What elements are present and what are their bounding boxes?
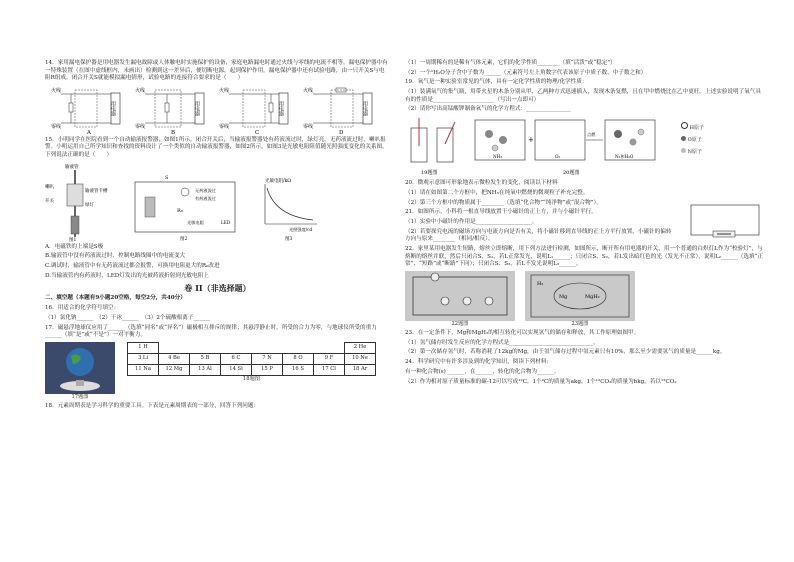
legend-n: N原子 bbox=[681, 148, 704, 156]
f1-label-led: 绿灯 bbox=[85, 202, 94, 208]
q14-figure-d bbox=[303, 85, 381, 135]
table-cell bbox=[159, 342, 345, 353]
q14-figure-c bbox=[219, 85, 297, 135]
caption-19: 19题图 bbox=[421, 170, 438, 177]
f2-label-r0: R₀ bbox=[177, 207, 183, 214]
table-row bbox=[128, 353, 376, 364]
f1-label-tube: 输液管 bbox=[65, 164, 79, 170]
question-24: 24．科学研究中有许多涉及到的化学知识，阅读下列材料： bbox=[405, 359, 552, 366]
table-cell: 17 Cl bbox=[314, 364, 345, 375]
f2-label-flow: 有药液流过 bbox=[195, 195, 216, 201]
q15-figure-2 bbox=[125, 162, 245, 242]
table-cell: 12 Mg bbox=[159, 364, 190, 375]
option-label: D bbox=[339, 129, 344, 135]
table-row bbox=[128, 342, 376, 353]
fire-label: 火线 bbox=[219, 87, 230, 94]
caption-17: 17题图 bbox=[71, 393, 89, 400]
figure-22 bbox=[405, 271, 515, 321]
table-cell: 15 P bbox=[252, 364, 283, 375]
q15-figures bbox=[45, 162, 390, 242]
caption-20: 20题图 bbox=[563, 170, 580, 177]
q15-option-d: D.当输液管内有药液时，LED灯发出的光被药液折射到光敏电阻上 bbox=[45, 272, 209, 279]
fire-label: 火线 bbox=[303, 87, 314, 94]
q17-figure bbox=[45, 342, 115, 401]
f1-label-switch: 开关 bbox=[45, 198, 54, 204]
table-cell: 4 Be bbox=[159, 353, 190, 364]
left-column bbox=[45, 60, 390, 413]
section-title: 卷 II（非选择题） bbox=[184, 282, 251, 293]
zero-label: 零线 bbox=[219, 123, 230, 130]
option-label: A bbox=[87, 129, 91, 135]
device-label: 用电器 bbox=[194, 100, 200, 116]
option-label: B bbox=[171, 129, 176, 135]
q24-item-2: （2）作为相对原子质量标准的碳-12可以写成¹²C，1个²C的质量为akg，1个¹²CO₂的质量为bkg，若以¹²CO₂ bbox=[405, 378, 677, 385]
fig20-label-o2: O₂ bbox=[555, 154, 561, 160]
device-label: 用电器 bbox=[362, 100, 368, 116]
caption-fig1: 图1 bbox=[69, 237, 77, 242]
legend-h: H原子 bbox=[681, 122, 704, 132]
zero-label: 零线 bbox=[51, 123, 62, 130]
figure-21 bbox=[685, 201, 765, 247]
table-cell: 2 He bbox=[345, 342, 376, 353]
question-15: 15．小明同学在医院看到一个自动输液报警器，如图1所示。闭合开关后，当输液报警器处有药液流过时，绿灯亮，无药液流过时，喇叭报警。小明运用自己所学知识和查找的资料设计了一个类似的自动输液报警器，如图2所示。如图3是光敏电阻阻值随光照强度变化的关系图，下列说法正确的是（ ） bbox=[45, 136, 388, 158]
question-18: 18．元素周期表是学习科学的重要工具。下表是元素周期表的一部分，回答下列问题： bbox=[45, 402, 260, 409]
q14-figure-a bbox=[51, 85, 129, 135]
table-cell: 18 Ar bbox=[345, 364, 376, 375]
table-cell: 6 C bbox=[221, 353, 252, 364]
q21-block bbox=[405, 209, 765, 244]
f1-label-speaker: 喇叭 bbox=[45, 184, 54, 190]
table-cell: 3 Li bbox=[128, 353, 159, 364]
zero-label: 零线 bbox=[135, 123, 146, 130]
question-20: 20．微观示意图可形象地表示微粒发生的变化，阅读以下材料 bbox=[405, 180, 558, 187]
table-cell: 5 B bbox=[190, 353, 221, 364]
table-cell: 7 N bbox=[252, 353, 283, 364]
option-label: C bbox=[255, 129, 260, 135]
f3-title: 光敏电阻/kΩ bbox=[265, 178, 291, 184]
globe-image bbox=[45, 342, 115, 394]
caption-22: 22题图 bbox=[451, 321, 469, 327]
question-21: 21．如图所示，小科将一根直导线放置于小磁针的正上方，并与小磁针平行。 bbox=[405, 209, 597, 216]
question-23: 23．在一定条件下，Mg和MgH₂的相互转化可以实现氢气的储存和释放，其工作原理如图甲。 bbox=[405, 330, 640, 337]
figure-22-block bbox=[405, 271, 515, 328]
q18-item-1: （1）一周期稀有的是稀有气体元素，它们的化学性质________（填“活泼”或“稳定”） bbox=[405, 60, 616, 66]
fig23-label-mgh2: MgH₂ bbox=[585, 294, 600, 300]
question-14: 14．家用漏电保护器是用电器发生漏电故障或人体触电时实施保护的设备，家庭电路漏电时通过火线与零线的电流不相等。漏电保护器中有一特殊装置（在图中虚线框内，未画出）检测到这一差异后，便切断电源，起到保护作用。漏电保护器中还有试验电路，由一只开关S与电阻R组成，闭合开关S就能模拟漏电情形，试验电路的连接符合要求的是（ ） bbox=[45, 60, 388, 82]
table-cell: 1 H bbox=[128, 342, 159, 353]
q21-item-1: （1）实验中小磁针的作用是____________________。 bbox=[405, 219, 538, 226]
q14-figures bbox=[51, 85, 390, 135]
table-cell: 11 Na bbox=[128, 364, 159, 375]
q19-item-1: （1）装满氧气的集气瓶，用带火星的木条分别从甲、乙两种方式迅速插入，发现木条复燃，且在甲中燃烧比在乙中更旺。上述实验说明了氧气具有的性质是______________________（写出一点即可） bbox=[405, 89, 761, 103]
q15-option-c: C.调试时，输液管中有无药液流过都会报警，可换用电阻更大的R₀改进 bbox=[45, 263, 220, 270]
fire-label: 火线 bbox=[51, 87, 62, 94]
figure-19 bbox=[405, 116, 465, 178]
f2-label-none: 无药液流过 bbox=[195, 187, 216, 193]
f2-label-led: LED bbox=[221, 219, 231, 225]
fig23-label-mg: Mg bbox=[559, 294, 568, 300]
question-16-items: （1）氯化钠______ （2）干冰______ （3）2个硫酸根离子______ bbox=[45, 314, 211, 321]
f3-xlabel: 光照强度/cd bbox=[289, 226, 313, 232]
atom-legend bbox=[681, 122, 704, 155]
q19-q20-figures bbox=[405, 116, 765, 178]
figure-23-block bbox=[525, 271, 635, 328]
legend-o: O原子 bbox=[681, 136, 704, 144]
q23-item-2: （2）第一次储存氢气时，若称消耗了12kg的Mg，由于氢气储存过程中氢元素只有10%，那么至少需要氢气的质量是______kg。 bbox=[405, 349, 726, 356]
fig20-label-product: N₂和H₂O bbox=[615, 154, 634, 160]
zero-label: 零线 bbox=[303, 123, 314, 130]
table-row bbox=[128, 364, 376, 375]
q21-item-2: （2）若要探究电流的磁场方向与电流方向是否有关，将小磁针移到直导线的正上方平行放置，小磁针的偏转方向与原来________（相同/相反）。 bbox=[405, 228, 672, 243]
fire-label: 火线 bbox=[135, 87, 146, 94]
device-label: 用电器 bbox=[110, 100, 116, 116]
f2-label-ldr: 光敏电阻 bbox=[187, 219, 204, 225]
q19-item-2: （2）请你写出高锰酸钾制备氧气的化学方程式：________________ bbox=[405, 106, 571, 113]
fig23-label-h2: H₂ bbox=[537, 281, 544, 287]
table-cell: 9 F bbox=[314, 353, 345, 364]
device-label: 用电器 bbox=[278, 100, 284, 116]
q20-item-2: （2）第三个方框中的物质属于________（选填“化合物”“纯净物”或“混合物”）。 bbox=[405, 199, 602, 206]
caption-fig3: 图3 bbox=[285, 236, 293, 242]
table-cell: 16 S bbox=[283, 364, 314, 375]
q15-option-a: A．电磁铁的上端是S极 bbox=[45, 243, 104, 250]
question-19: 19．氧气是一种实验室常见的气体，具有一定化学性质的物理/化学性质： bbox=[405, 79, 588, 86]
question-17: 17．磁悬浮地球仪应用了______（选填“同名”或“异名”）磁极相互排斥的规律；其悬浮静止时，所受的合力为零，与地球仪所受的重力______（填“是”或“不是”）一对平衡力。 bbox=[45, 324, 377, 339]
q18-item-2: （2）一个¹H₂O分子含中子数为______（元素符号左上角数字代表该原子中质子数、中子数之和） bbox=[405, 69, 647, 76]
caption-fig2: 图2 bbox=[180, 236, 188, 242]
fill-blank-header: 二、填空题（本题有9小题20空格，每空2分，共40分） bbox=[45, 295, 186, 302]
q15-figure-1 bbox=[45, 162, 115, 242]
q15-option-b: B.输液管中没有药液流过时，控制电路线圈中的电流变大 bbox=[45, 253, 186, 260]
figure-20 bbox=[473, 116, 673, 178]
q15-figure-3 bbox=[255, 162, 325, 242]
f2-label-s: S bbox=[165, 174, 169, 181]
right-column bbox=[405, 60, 765, 388]
table-cell: 10 Ne bbox=[345, 353, 376, 364]
f1-label-slot: 输液管卡槽 bbox=[85, 188, 108, 194]
q22-q23-figures bbox=[405, 271, 765, 328]
table-cell: 13 Al bbox=[190, 364, 221, 375]
q18-figure bbox=[127, 342, 376, 383]
question-16: 16．用适合的化学符号填空： bbox=[45, 305, 120, 312]
figure-23 bbox=[525, 271, 635, 321]
q14-figure-b bbox=[135, 85, 213, 135]
q17-q18-figures bbox=[45, 342, 390, 401]
caption-23: 23题图 bbox=[571, 321, 589, 327]
caption-18: 18题图 bbox=[243, 375, 260, 382]
periodic-table bbox=[127, 342, 376, 376]
fig20-label-ignite: 点燃 bbox=[587, 132, 596, 138]
table-cell: 8 O bbox=[283, 353, 314, 364]
q20-item-1: （1）请在如图第二个方框中，把NH₃在纯氧中燃烧的微观粒子补充完整。 bbox=[405, 189, 589, 196]
q23-item-1: （1）氢气储存时发生反应的化学方程式是______________________________。 bbox=[405, 339, 599, 346]
table-cell: 14 Si bbox=[221, 364, 252, 375]
plus-sign: + bbox=[528, 136, 534, 145]
q24-item-1: 有一种化合物(s) ______，在______，转化的化合物为______。 bbox=[405, 368, 560, 375]
fig20-label-nh3: NH₃ bbox=[493, 154, 502, 160]
question-22: 22．家里某用电器发生短路，熔丝立即熔断，用下列方法进行检测，如图所示，断开所有用电器的开关，用一个普通的白炽灯L作为“校验灯”，与熔断的熔丝并联，然后只闭合S、S₁，若L正常发光，说明L₁______；只闭合S、S₂，若L发出暗红色的光（发光不正常），说明L₂______（选填“正常”、“短路”或“断路”下同）；只闭合S、S₃，若L不发光说明L₃______。 bbox=[405, 246, 764, 268]
